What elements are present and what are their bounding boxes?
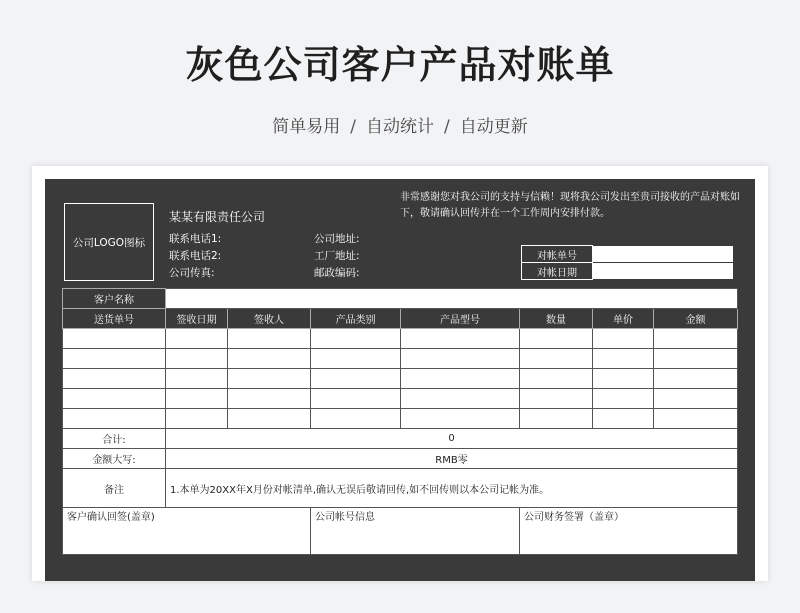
total-value: 0 — [166, 429, 738, 449]
note-row — [63, 469, 738, 508]
note-label: 备注 — [63, 469, 166, 508]
table-cell[interactable] — [593, 349, 654, 369]
finance-signature-box[interactable]: 公司财务签署（盖章） — [520, 508, 738, 555]
table-cell[interactable] — [520, 369, 593, 389]
postcode-label: 邮政编码: — [314, 267, 360, 279]
account-info-box[interactable]: 公司帐号信息 — [311, 508, 520, 555]
page-title: 灰色公司客户产品对账单 — [185, 43, 615, 87]
table-cell[interactable] — [593, 329, 654, 349]
table-cell[interactable] — [654, 349, 738, 369]
amount-words-row — [63, 449, 738, 469]
statement-date-label: 对帐日期 — [522, 263, 593, 280]
signature-row — [63, 508, 738, 555]
statement-sheet — [45, 179, 755, 581]
table-cell[interactable] — [166, 369, 228, 389]
column-header-row — [63, 309, 738, 329]
table-cell[interactable] — [520, 329, 593, 349]
subtitle-item-2: 自动统计 — [366, 117, 434, 137]
table-cell[interactable] — [520, 409, 593, 429]
fax-label: 公司传真: — [169, 267, 215, 279]
table-row — [63, 389, 738, 409]
table-cell[interactable] — [401, 329, 520, 349]
total-row — [63, 429, 738, 449]
table-cell[interactable] — [228, 349, 311, 369]
customer-signature-box[interactable]: 客户确认回签(盖章) — [63, 508, 311, 555]
table-cell[interactable] — [228, 369, 311, 389]
table-cell[interactable] — [63, 329, 166, 349]
phone2-label: 联系电话2: — [169, 250, 222, 262]
table-cell[interactable] — [654, 369, 738, 389]
amount-words-label: 金额大写: — [63, 449, 166, 469]
table-cell[interactable] — [166, 409, 228, 429]
subtitle-separator-2: / — [444, 117, 450, 137]
statement-ref-table — [521, 245, 734, 280]
table-cell[interactable] — [401, 369, 520, 389]
table-cell[interactable] — [654, 389, 738, 409]
customer-name-field[interactable] — [166, 289, 738, 309]
customer-name-label: 客户名称 — [63, 289, 166, 309]
subtitle-separator-1: / — [350, 117, 356, 137]
statement-card — [32, 166, 768, 581]
table-cell[interactable] — [63, 369, 166, 389]
table-cell[interactable] — [166, 349, 228, 369]
table-cell[interactable] — [63, 409, 166, 429]
table-cell[interactable] — [520, 349, 593, 369]
col-category: 产品类别 — [311, 309, 401, 329]
table-cell[interactable] — [311, 329, 401, 349]
statement-grid — [62, 288, 738, 555]
table-cell[interactable] — [311, 369, 401, 389]
table-row — [63, 409, 738, 429]
table-row — [63, 369, 738, 389]
col-unit-price: 单价 — [593, 309, 654, 329]
table-row — [63, 329, 738, 349]
note-value: 1.本单为20XX年X月份对帐清单,确认无误后敬请回传,如不回传则以本公司记帐为准。 — [166, 469, 738, 508]
table-cell[interactable] — [63, 389, 166, 409]
table-cell[interactable] — [228, 389, 311, 409]
col-quantity: 数量 — [520, 309, 593, 329]
table-cell[interactable] — [593, 369, 654, 389]
table-cell[interactable] — [520, 389, 593, 409]
statement-date-field[interactable] — [593, 263, 734, 280]
table-cell[interactable] — [654, 329, 738, 349]
address-label: 公司地址: — [314, 233, 360, 245]
table-cell[interactable] — [311, 409, 401, 429]
col-signer: 签收人 — [228, 309, 311, 329]
company-logo-placeholder: 公司LOGO图标 — [64, 203, 154, 281]
statement-no-field[interactable] — [593, 246, 734, 263]
thanks-message: 非常感谢您对我公司的支持与信赖！现将我公司发出至贵司接收的产品对账如下，敬请确认回传并在一个工作周内安排付款。 — [400, 192, 740, 219]
col-sign-date: 签收日期 — [166, 309, 228, 329]
factory-address-label: 工厂地址: — [314, 250, 360, 262]
table-cell[interactable] — [311, 389, 401, 409]
table-cell[interactable] — [401, 409, 520, 429]
table-cell[interactable] — [311, 349, 401, 369]
table-cell[interactable] — [593, 409, 654, 429]
col-model: 产品型号 — [401, 309, 520, 329]
table-row — [63, 349, 738, 369]
subtitle-item-3: 自动更新 — [459, 117, 528, 137]
col-delivery-no: 送货单号 — [63, 309, 166, 329]
table-cell[interactable] — [166, 389, 228, 409]
col-amount: 金额 — [654, 309, 738, 329]
table-cell[interactable] — [228, 329, 311, 349]
phone1-label: 联系电话1: — [169, 233, 222, 245]
table-cell[interactable] — [401, 349, 520, 369]
table-cell[interactable] — [166, 329, 228, 349]
amount-words-value: RMB零 — [166, 449, 738, 469]
table-cell[interactable] — [654, 409, 738, 429]
table-cell[interactable] — [63, 349, 166, 369]
table-cell[interactable] — [593, 389, 654, 409]
subtitle-item-1: 简单易用 — [272, 117, 341, 137]
total-label: 合计: — [63, 429, 166, 449]
company-name: 某某有限责任公司 — [169, 210, 266, 224]
statement-no-label: 对帐单号 — [522, 246, 593, 263]
table-cell[interactable] — [228, 409, 311, 429]
page-subtitle — [0, 112, 800, 137]
table-cell[interactable] — [401, 389, 520, 409]
